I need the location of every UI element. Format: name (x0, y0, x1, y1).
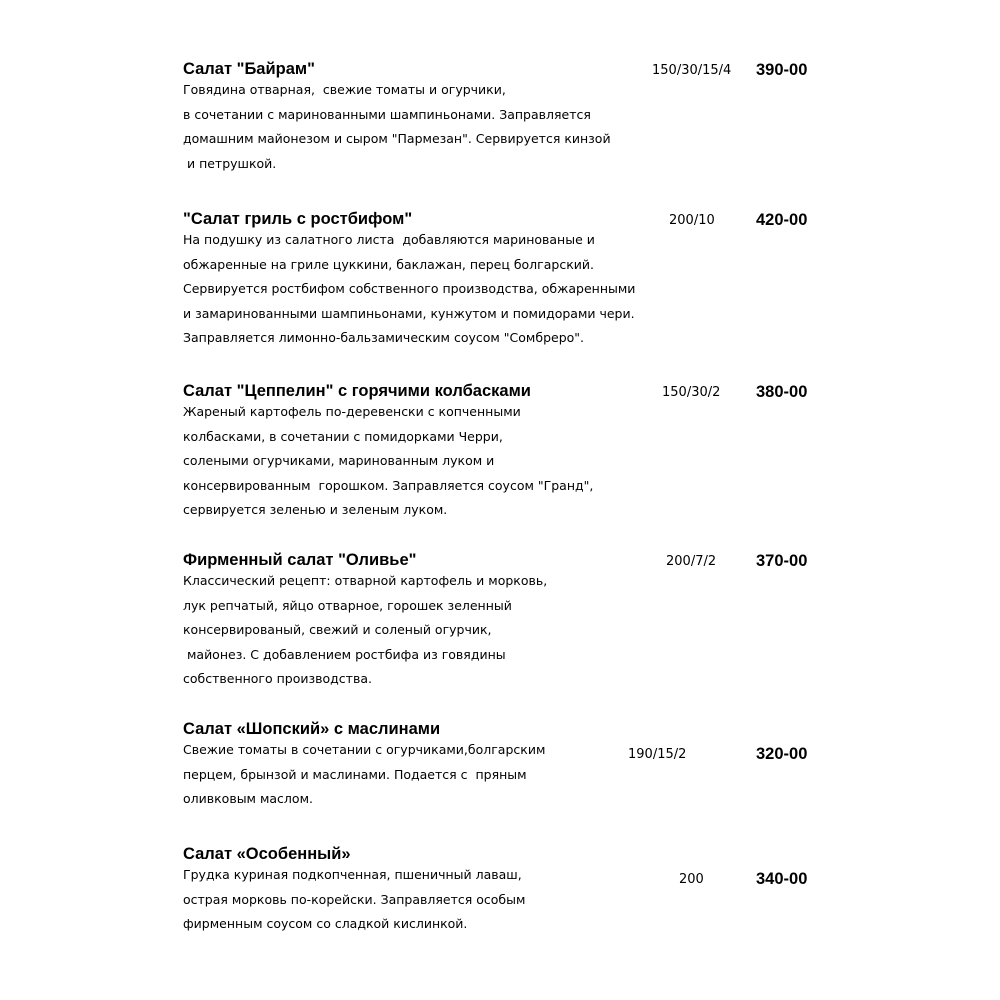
menu-item (183, 59, 823, 184)
description-line: в сочетании с маринованными шампиньонами. Заправляется (183, 106, 591, 122)
menu-item-price: 370-00 (756, 552, 808, 570)
description-line: острая морковь по-корейски. Заправляется особым (183, 891, 526, 907)
menu-item-price: 380-00 (756, 383, 808, 401)
menu-item (183, 844, 823, 944)
menu-item-price: 420-00 (756, 211, 808, 229)
menu-item-weight: 150/30/15/4 (652, 63, 732, 78)
menu-item-description (183, 78, 611, 176)
description-line: перцем, брынзой и маслинами. Подается с пряным (183, 766, 527, 782)
description-line: и замаринованными шампиньонами, кунжутом и помидорами чери. (183, 305, 635, 321)
menu-item-weight: 200/10 (669, 213, 715, 228)
menu-item (183, 209, 823, 354)
menu-item-description (183, 569, 547, 692)
description-line: и петрушкой. (183, 155, 277, 171)
description-line: фирменным соусом со сладкой кислинкой. (183, 916, 468, 931)
menu-item-title: Фирменный салат "Оливье" (183, 551, 417, 569)
menu-item-description (183, 863, 525, 937)
description-line: Жареный картофель по-деревенски с копченными (183, 404, 521, 419)
menu-item-weight: 190/15/2 (628, 747, 687, 762)
description-line: Свежие томаты в сочетании с огурчиками,болгарским (183, 742, 546, 757)
menu-item-description (183, 228, 635, 351)
description-line: Говядина отварная, свежие томаты и огурчики, (183, 82, 506, 97)
description-line: Заправляется лимонно-бальзамическим соусом "Сомбреро". (183, 330, 584, 345)
description-line: консервированным горошком. Заправляется соусом "Гранд", (183, 477, 594, 493)
menu-item-title: Салат "Байрам" (183, 60, 315, 78)
menu-item-weight: 200/7/2 (666, 554, 717, 569)
description-line: Грудка куриная подкопченная, пшеничный лаваш, (183, 867, 522, 882)
menu-item (183, 719, 823, 819)
description-line: обжаренные на гриле цуккини, баклажан, перец болгарский. (183, 256, 594, 272)
description-line: консервированый, свежий и соленый огурчик, (183, 622, 492, 637)
menu-item-price: 320-00 (756, 745, 808, 763)
description-line: Классический рецепт: отварной картофель и морковь, (183, 573, 548, 588)
description-line: солеными огурчиками, маринованным луком и (183, 453, 495, 468)
description-line: домашним майонезом и сыром "Пармезан". Сервируется кинзой (183, 131, 611, 146)
menu-item (183, 550, 823, 695)
description-line: лук репчатый, яйцо отварное, горошек зеленный (183, 597, 512, 613)
menu-item-description (183, 738, 545, 812)
menu-item-title: Салат «Шопский» с маслинами (183, 720, 441, 738)
menu-item-price: 390-00 (756, 61, 808, 79)
menu-item-description (183, 400, 593, 523)
description-line: На подушку из салатного листа добавляются маринованые и (183, 232, 595, 247)
description-line: Сервируется ростбифом собственного производства, обжаренными (183, 281, 636, 296)
menu-item-title: "Салат гриль с ростбифом" (183, 210, 413, 228)
description-line: собственного производства. (183, 671, 372, 686)
description-line: сервируется зеленью и зеленым луком. (183, 502, 448, 517)
menu-item-title: Салат "Цеппелин" с горячими колбасками (183, 382, 531, 400)
menu-item-weight: 200 (679, 872, 704, 887)
description-line: колбасками, в сочетании с помидорками Черри, (183, 428, 503, 444)
menu-item-title: Салат «Особенный» (183, 845, 351, 863)
menu-item (183, 381, 823, 526)
description-line: майонез. С добавлением ростбифа из говядины (183, 646, 506, 662)
menu-item-weight: 150/30/2 (662, 385, 721, 400)
menu-item-price: 340-00 (756, 870, 808, 888)
description-line: оливковым маслом. (183, 791, 313, 806)
